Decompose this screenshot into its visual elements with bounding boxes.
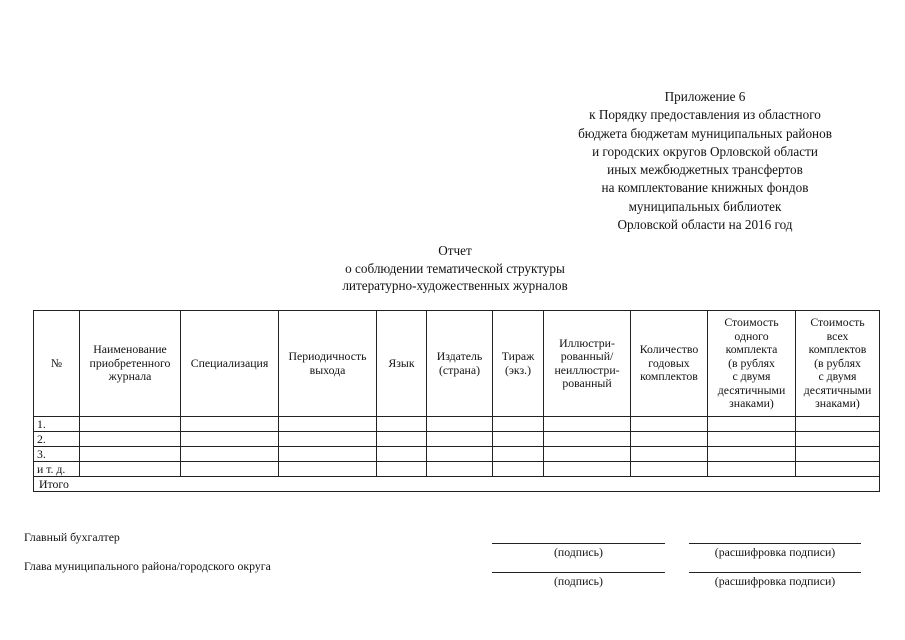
table-cell [80,447,181,462]
appendix-block [540,88,870,234]
appendix-line: и городских округов Орловской области [592,143,818,159]
row-number: 1. [34,417,80,432]
header-cell-language: Язык [377,311,427,417]
table-cell [377,432,427,447]
head-label: Глава муниципального района/городского округа [24,559,271,573]
table-cell [80,462,181,477]
table-cell [708,432,796,447]
table-cell [708,462,796,477]
table-row [34,417,880,432]
table-cell [544,462,631,477]
table-cell [427,447,493,462]
header-cell-periodicity: Периодичность выхода [279,311,377,417]
table-cell [427,417,493,432]
table-cell [544,432,631,447]
chief-accountant-signature-line [492,543,665,544]
head-decoding-caption: (расшифровка подписи) [714,574,836,588]
table-cell [181,417,279,432]
appendix-line: к Порядку предоставления из областного [589,107,821,123]
header-cell-illustrated: Иллюстри- рованный/ неиллюстри- рованный [544,311,631,417]
report-title-line: Отчет [438,243,472,258]
head-signature-caption: (подпись) [554,574,603,588]
header-cell-annual-sets: Количество годовых комплектов [631,311,708,417]
table-cell [493,432,544,447]
header-cell-cost-one-set: Стоимость одного комплекта (в рублях с двумя десятичными знаками) [708,311,796,417]
total-label: Итого [34,477,880,492]
report-table [33,310,880,492]
row-number: 3. [34,447,80,462]
header-cell-circulation: Тираж (экз.) [493,311,544,417]
header-cell-specialization: Специализация [181,311,279,417]
table-cell [544,417,631,432]
table-cell [708,417,796,432]
table-row [34,462,880,477]
table-cell [279,417,377,432]
appendix-line: на комплектование книжных фондов [601,180,809,196]
head-decoding-line [689,572,861,573]
table-cell [708,447,796,462]
total-row [34,477,880,492]
table-cell [796,447,880,462]
table-cell [631,432,708,447]
chief-accountant-signature-caption: (подпись) [554,545,603,559]
appendix-line: иных межбюджетных трансфертов [607,162,803,178]
table-cell [181,432,279,447]
table-cell [427,462,493,477]
header-cell-journal-name: Наименование приобретенного журнала [80,311,181,417]
table-cell [544,447,631,462]
table-row [34,432,880,447]
header-row [34,311,880,417]
table-cell [631,462,708,477]
table-row [34,447,880,462]
header-cell-publisher: Издатель (страна) [427,311,493,417]
header-cell-cost-all-sets: Стоимость всех комплектов (в рублях с двумя десятичными знаками) [796,311,880,417]
appendix-line: бюджета бюджетам муниципальных районов [578,125,832,141]
table-cell [181,462,279,477]
report-title [280,242,630,295]
appendix-line: Орловской области на 2016 год [617,217,793,233]
chief-accountant-label: Главный бухгалтер [24,530,120,544]
table-cell [279,432,377,447]
table-cell [796,417,880,432]
row-number: 2. [34,432,80,447]
head-signature-line [492,572,665,573]
table-cell [427,432,493,447]
table-cell [80,417,181,432]
table-cell [631,417,708,432]
table-cell [493,447,544,462]
header-cell-number: № [34,311,80,417]
report-title-line: литературно-художественных журналов [342,278,568,293]
table-cell [796,462,880,477]
table-cell [796,432,880,447]
table-cell [377,462,427,477]
appendix-line: Приложение 6 [664,89,746,104]
table-cell [377,417,427,432]
table-cell [80,432,181,447]
table-cell [493,417,544,432]
table-cell [279,447,377,462]
appendix-line: муниципальных библиотек [628,198,782,214]
table-cell [631,447,708,462]
report-title-line: о соблюдении тематической структуры [345,260,565,276]
table-cell [377,447,427,462]
table-cell [493,462,544,477]
row-number: и т. д. [34,462,80,477]
table-cell [279,462,377,477]
table-cell [181,447,279,462]
chief-accountant-decoding-line [689,543,861,544]
chief-accountant-decoding-caption: (расшифровка подписи) [714,545,836,559]
